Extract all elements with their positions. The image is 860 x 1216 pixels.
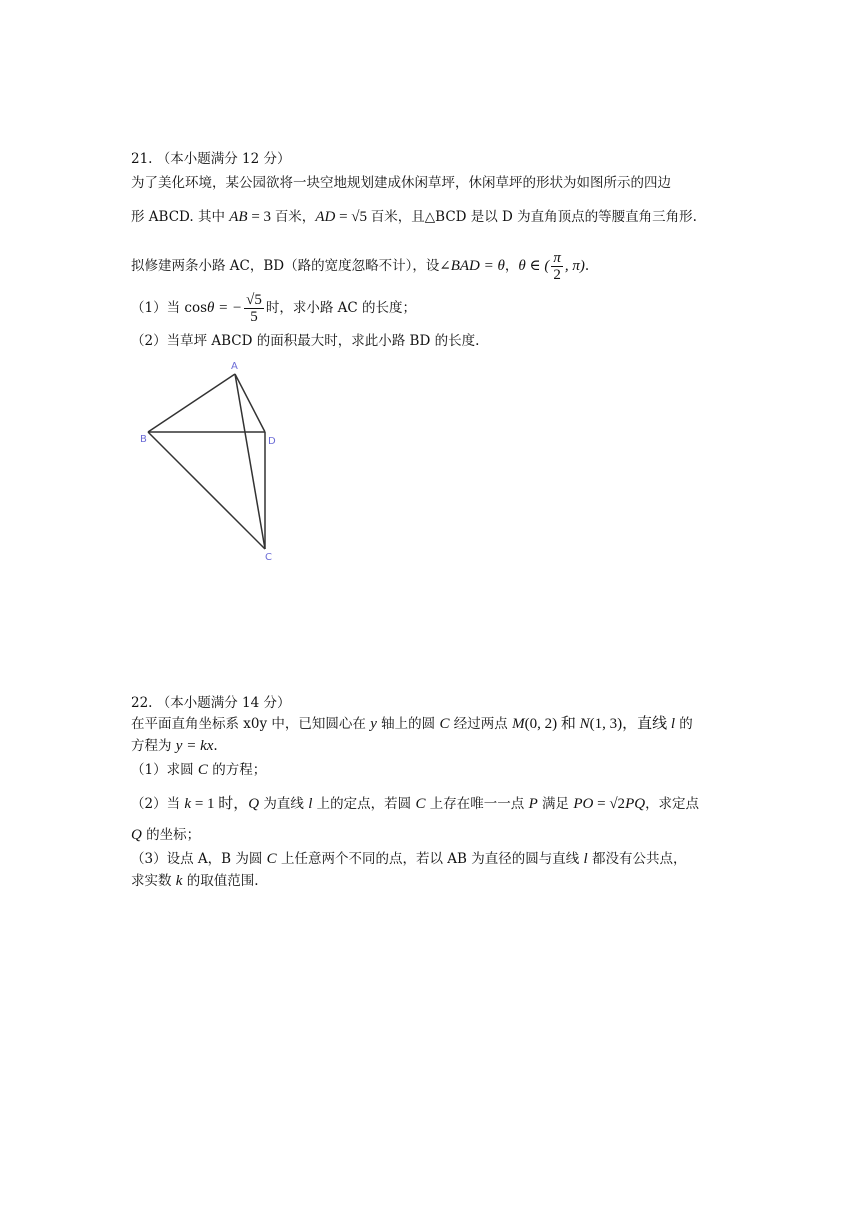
q22-text-seg: 为直线 (259, 796, 309, 812)
fraction-denominator: 5 (250, 309, 258, 325)
q22-header: 22. （本小题满分 14 分） (131, 695, 291, 711)
q22-text-seg: 的方程； (207, 762, 267, 778)
q22-math-c: C (415, 796, 426, 812)
q21-text-seg: 形 ABCD. 其中 (131, 209, 230, 225)
q22-math-k: k (175, 873, 183, 889)
q22-math-l: l (670, 716, 676, 732)
q22-text-seg: 的坐标； (141, 827, 201, 843)
q22-text-seg: ，求定点 (645, 796, 700, 812)
q22-math-l: l (308, 796, 313, 812)
q22-math-sqrt2: = √2 (593, 796, 626, 812)
q22-text-seg: 求实数 (131, 873, 176, 889)
label-c: C (265, 552, 272, 563)
q21-math-ab: AB (229, 209, 248, 225)
q22-text-seg: 经过两点 (449, 716, 513, 732)
q21-math-range-start: θ ∈ ( (518, 258, 550, 274)
q22-math-pq: PQ (625, 796, 646, 812)
q21-text-seg: . (584, 258, 590, 274)
q21-math-range-end: , π) (564, 258, 585, 274)
q22-text-line2 (131, 737, 218, 755)
q21-header: 21. （本小题满分 12 分） (131, 151, 291, 167)
q21-text-seg: （1）当 cos (131, 300, 207, 316)
q22-math-p: P (528, 796, 538, 812)
q22-text-seg: 在平面直角坐标系 x0y 中，已知圆心在 (131, 716, 371, 732)
q22-text-seg: （1）求圆 (131, 762, 198, 778)
q21-math-ab-val: = 3 (247, 209, 275, 225)
q22-math-c: C (439, 716, 450, 732)
segment-ab (148, 374, 235, 432)
q21-text-seg: 拟修建两条小路 AC，BD（路的宽度忽略不计），设∠ (131, 258, 451, 274)
q22-part2 (131, 795, 699, 813)
q22-text-seg: 满足 (537, 796, 574, 812)
q22-text-seg: 的取值范围. (182, 873, 259, 889)
label-b: B (140, 434, 147, 445)
q22-text-seg: 方程为 (131, 738, 176, 754)
q22-part3 (131, 850, 686, 868)
q22-text-seg: 轴上的圆 (376, 716, 440, 732)
q21-text-seg: 百米，且△BCD 是以 D 为直角顶点的等腰直角三角形. (370, 209, 697, 225)
q22-text-line1 (131, 715, 693, 733)
q21-part2: （2）当草坪 ABCD 的面积最大时，求此小路 BD 的长度. (131, 333, 480, 349)
q21-math-ad: AD (315, 209, 336, 225)
q22-part3-line2 (131, 872, 259, 890)
q22-text-seg: 上任意两个不同的点，若以 AB 为直径的圆与直线 (276, 851, 584, 867)
q22-math-po: PO (573, 796, 594, 812)
q21-math-angle: BAD = θ (450, 258, 505, 274)
q22-part2-line2 (131, 826, 200, 844)
q22-math-c: C (266, 851, 277, 867)
q22-text-seg: 上存在唯一一点 (425, 796, 529, 812)
q22-text-seg: . (213, 738, 218, 754)
q22-part1 (131, 761, 266, 779)
q22-math-l: l (583, 851, 588, 867)
q22-math-c: C (197, 762, 208, 778)
q22-math-n: N (579, 716, 590, 732)
q22-text-seg: 上的定点，若圆 (312, 796, 416, 812)
q22-math-q: Q (131, 827, 142, 843)
fraction-denominator: 2 (553, 267, 561, 283)
q22-text-seg: 的 (675, 716, 693, 732)
q22-text-seg: 都没有公共点， (587, 851, 687, 867)
q22-math-k: k (184, 796, 192, 812)
q21-text-seg: 时，求小路 AC 的长度； (265, 300, 417, 316)
label-a: A (231, 361, 238, 372)
q21-text-seg: ， (504, 258, 519, 274)
q22-math-q: Q (248, 796, 260, 812)
q22-text-seg: （2）当 (131, 796, 185, 812)
q21-math-cos: θ = − (207, 300, 243, 316)
fraction-numerator: √5 (246, 292, 262, 308)
q22-math-m-coords: (0, 2) 和 (524, 716, 580, 732)
label-d: D (268, 436, 276, 447)
q22-text-seg: （3）设点 A，B 为圆 (131, 851, 267, 867)
q21-math-ad-val: = √5 (335, 209, 371, 225)
fraction-numerator: π (553, 250, 561, 266)
q21-text-seg: 百米， (274, 209, 316, 225)
q22-math-k-val: = 1 时， (191, 796, 249, 812)
q22-math-y: y (370, 716, 377, 732)
q22-math-m: M (512, 716, 525, 732)
quadrilateral-figure (0, 0, 860, 600)
q22-math-line-eq: y = kx (175, 738, 214, 754)
q21-text-line1: 为了美化环境，某公园欲将一块空地规划建成休闲草坪，休闲草坪的形状为如图所示的四边 (131, 175, 671, 191)
q22-math-n-coords: (1, 3)，直线 (589, 716, 671, 732)
